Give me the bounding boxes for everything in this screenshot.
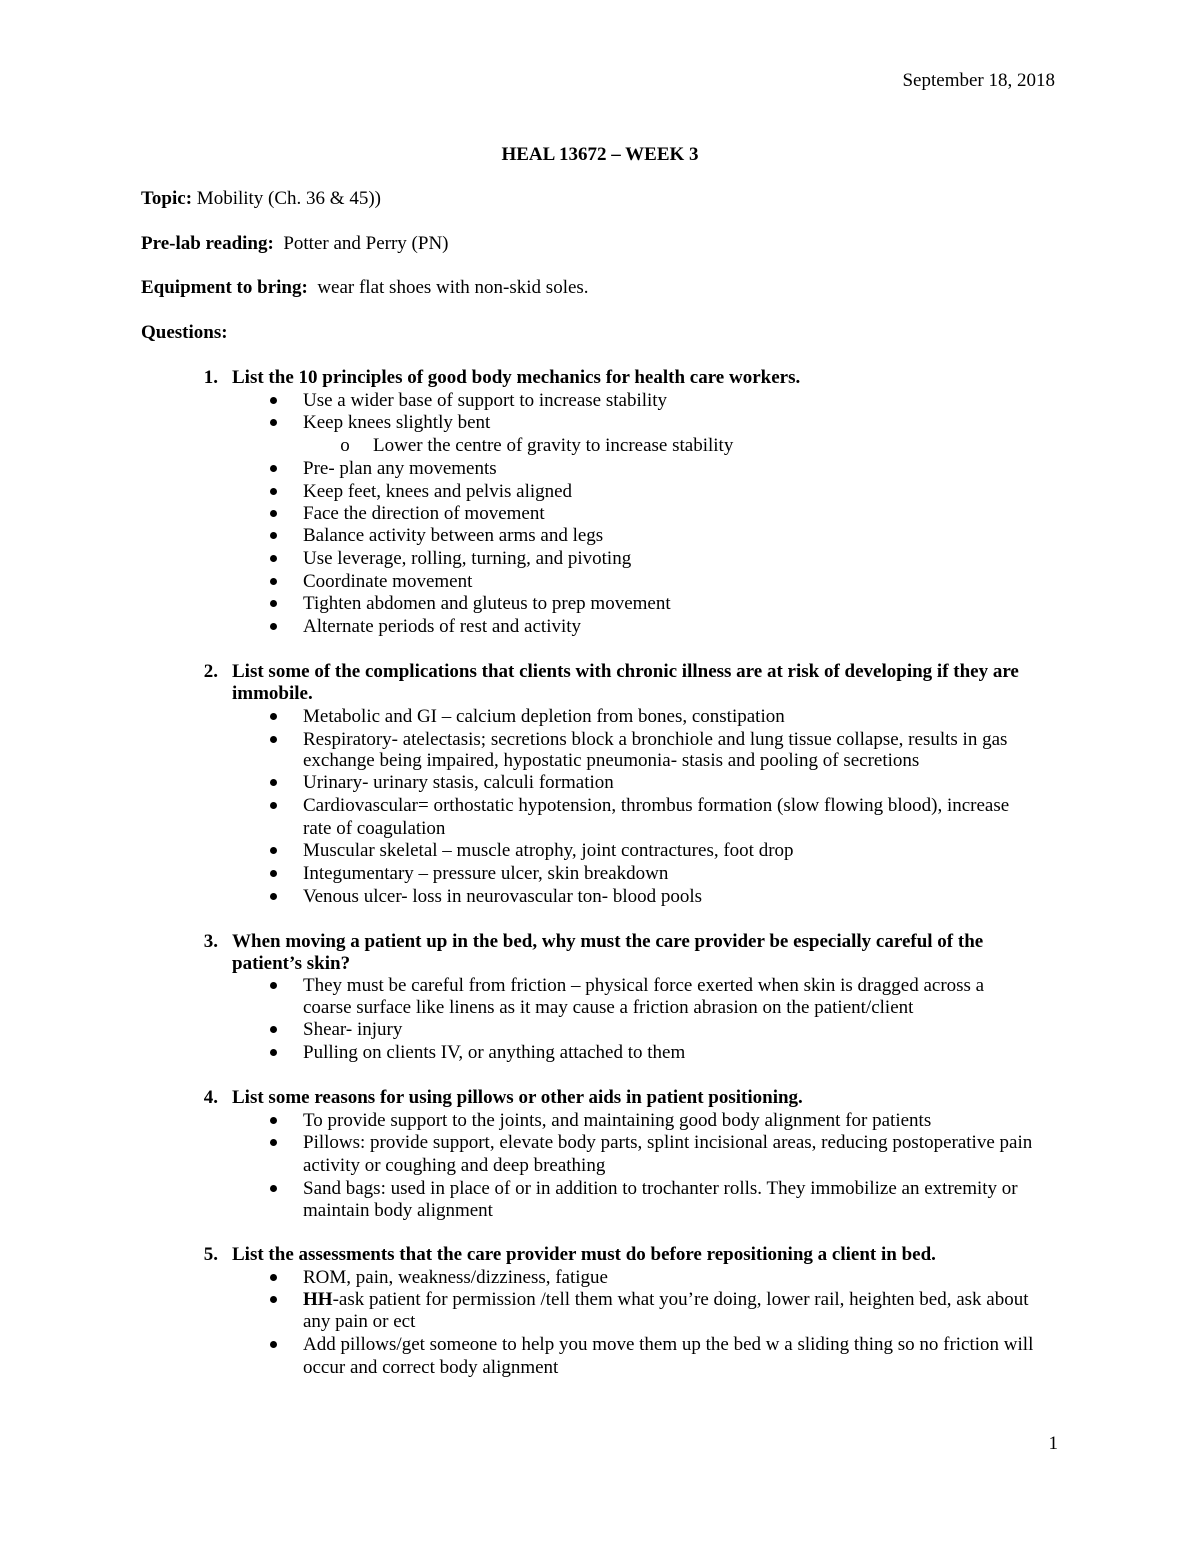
question-1-text: List the 10 principles of good body mechanics for health care workers.: [232, 367, 801, 388]
list-item: Use a wider base of support to increase stability: [303, 390, 668, 411]
list-item: Pre- plan any movements: [303, 458, 497, 479]
list-item: Tighten abdomen and gluteus to prep movement: [303, 593, 671, 614]
prelab-line: [141, 233, 449, 256]
equipment-label: Equipment to bring:: [141, 277, 308, 298]
list-item: Venous ulcer- loss in neurovascular ton- blood pools: [303, 886, 703, 907]
prelab-value: Potter and Perry (PN): [273, 233, 449, 254]
question-3-text: When moving a patient up in the bed, why must the care provider be especially careful of the: [232, 931, 984, 952]
list-item: ROM, pain, weakness/dizziness, fatigue: [303, 1267, 608, 1288]
list-item: Muscular skeletal – muscle atrophy, joint contractures, foot drop: [303, 840, 794, 861]
questions-heading: Questions:: [141, 322, 228, 343]
bullet-icon: [266, 795, 280, 818]
equipment-line: [141, 277, 589, 300]
question-2-number: 2.: [203, 661, 218, 682]
list-item-cont: any pain or ect: [303, 1311, 416, 1332]
question-4-number: 4.: [203, 1087, 218, 1108]
topic-line: [141, 188, 381, 211]
page-number: 1: [1048, 1433, 1058, 1454]
document-title: HEAL 13672 – WEEK 3: [501, 144, 699, 165]
list-item: Pillows: provide support, elevate body parts, splint incisional areas, reducing postoperative pain: [303, 1132, 1033, 1153]
list-sub-item: Lower the centre of gravity to increase stability: [373, 435, 734, 456]
bullet-icon: [266, 772, 280, 795]
bullet-icon: [266, 863, 280, 886]
question-3-text-cont: patient’s skin?: [232, 953, 351, 974]
bullet-icon: [266, 840, 280, 863]
bullet-icon: [266, 548, 280, 571]
bullet-icon: [266, 1334, 280, 1357]
list-item: Face the direction of movement: [303, 503, 545, 524]
bullet-icon: [266, 458, 280, 481]
list-item-cont: occur and correct body alignment: [303, 1357, 559, 1378]
bullet-icon: [266, 1289, 280, 1312]
list-item: Keep knees slightly bent: [303, 412, 491, 433]
list-item: Use leverage, rolling, turning, and pivoting: [303, 548, 632, 569]
prelab-label: Pre-lab reading:: [141, 233, 274, 254]
list-item-cont: maintain body alignment: [303, 1200, 493, 1221]
list-item: Respiratory- atelectasis; secretions block a bronchiole and lung tissue collapse, results in gas: [303, 729, 1008, 750]
list-item: Metabolic and GI – calcium depletion from bones, constipation: [303, 706, 785, 727]
list-item: They must be careful from friction – physical force exerted when skin is dragged across a: [303, 975, 985, 996]
list-item: Keep feet, knees and pelvis aligned: [303, 481, 573, 502]
list-item: Add pillows/get someone to help you move them up the bed w a sliding thing so no friction will: [303, 1334, 1034, 1355]
bullet-icon: [266, 886, 280, 909]
list-item: Pulling on clients IV, or anything attached to them: [303, 1042, 686, 1063]
list-item: Cardiovascular= orthostatic hypotension, thrombus formation (slow flowing blood), increase: [303, 795, 1010, 816]
document-date: September 18, 2018: [902, 70, 1055, 91]
list-item: Balance activity between arms and legs: [303, 525, 604, 546]
question-5-number: 5.: [203, 1244, 218, 1265]
list-item: Urinary- urinary stasis, calculi formation: [303, 772, 614, 793]
bullet-icon: [266, 593, 280, 616]
list-item: To provide support to the joints, and maintaining good body alignment for patients: [303, 1110, 932, 1131]
question-2-text: List some of the complications that clients with chronic illness are at risk of developing if they are: [232, 661, 1019, 682]
bullet-icon: [266, 1019, 280, 1042]
question-3-number: 3.: [203, 931, 218, 952]
bullet-icon: [266, 390, 280, 413]
hh-abbrev: HH: [303, 1289, 333, 1310]
bullet-icon: [266, 503, 280, 526]
bullet-icon: [266, 412, 280, 435]
question-1-number: 1.: [203, 367, 218, 388]
bullet-icon: [266, 1110, 280, 1133]
list-item-cont: exchange being impaired, hypostatic pneumonia- stasis and pooling of secretions: [303, 750, 920, 771]
list-item: Integumentary – pressure ulcer, skin breakdown: [303, 863, 669, 884]
topic-label: Topic:: [141, 188, 193, 209]
bullet-icon: [266, 975, 280, 998]
bullet-icon: [266, 1178, 280, 1201]
list-item: Sand bags: used in place of or in addition to trochanter rolls. They immobilize an extremity or: [303, 1178, 1018, 1199]
list-item: Coordinate movement: [303, 571, 473, 592]
list-item: Shear- injury: [303, 1019, 403, 1040]
question-4-text: List some reasons for using pillows or other aids in patient positioning.: [232, 1087, 803, 1108]
list-item-cont: coarse surface like linens as it may cause a friction abrasion on the patient/client: [303, 997, 914, 1018]
equipment-value: wear flat shoes with non-skid soles.: [307, 277, 589, 298]
bullet-icon: [266, 481, 280, 504]
question-2-text-cont: immobile.: [232, 683, 313, 704]
bullet-icon: [266, 1267, 280, 1290]
bullet-icon: [266, 525, 280, 548]
bullet-icon: [266, 729, 280, 752]
question-5-text: List the assessments that the care provider must do before repositioning a client in bed.: [232, 1244, 936, 1265]
bullet-icon: [266, 1042, 280, 1065]
list-item-cont: activity or coughing and deep breathing: [303, 1155, 606, 1176]
list-item-text: -ask patient for permission /tell them what you’re doing, lower rail, heighten bed, ask about: [332, 1289, 1029, 1310]
list-item: [303, 1289, 1073, 1312]
sub-bullet-icon: o: [340, 435, 350, 456]
bullet-icon: [266, 1132, 280, 1155]
topic-value: Mobility (Ch. 36 & 45)): [192, 188, 381, 209]
list-item-cont: rate of coagulation: [303, 818, 446, 839]
bullet-icon: [266, 571, 280, 594]
bullet-icon: [266, 706, 280, 729]
list-item: Alternate periods of rest and activity: [303, 616, 582, 637]
bullet-icon: [266, 616, 280, 639]
